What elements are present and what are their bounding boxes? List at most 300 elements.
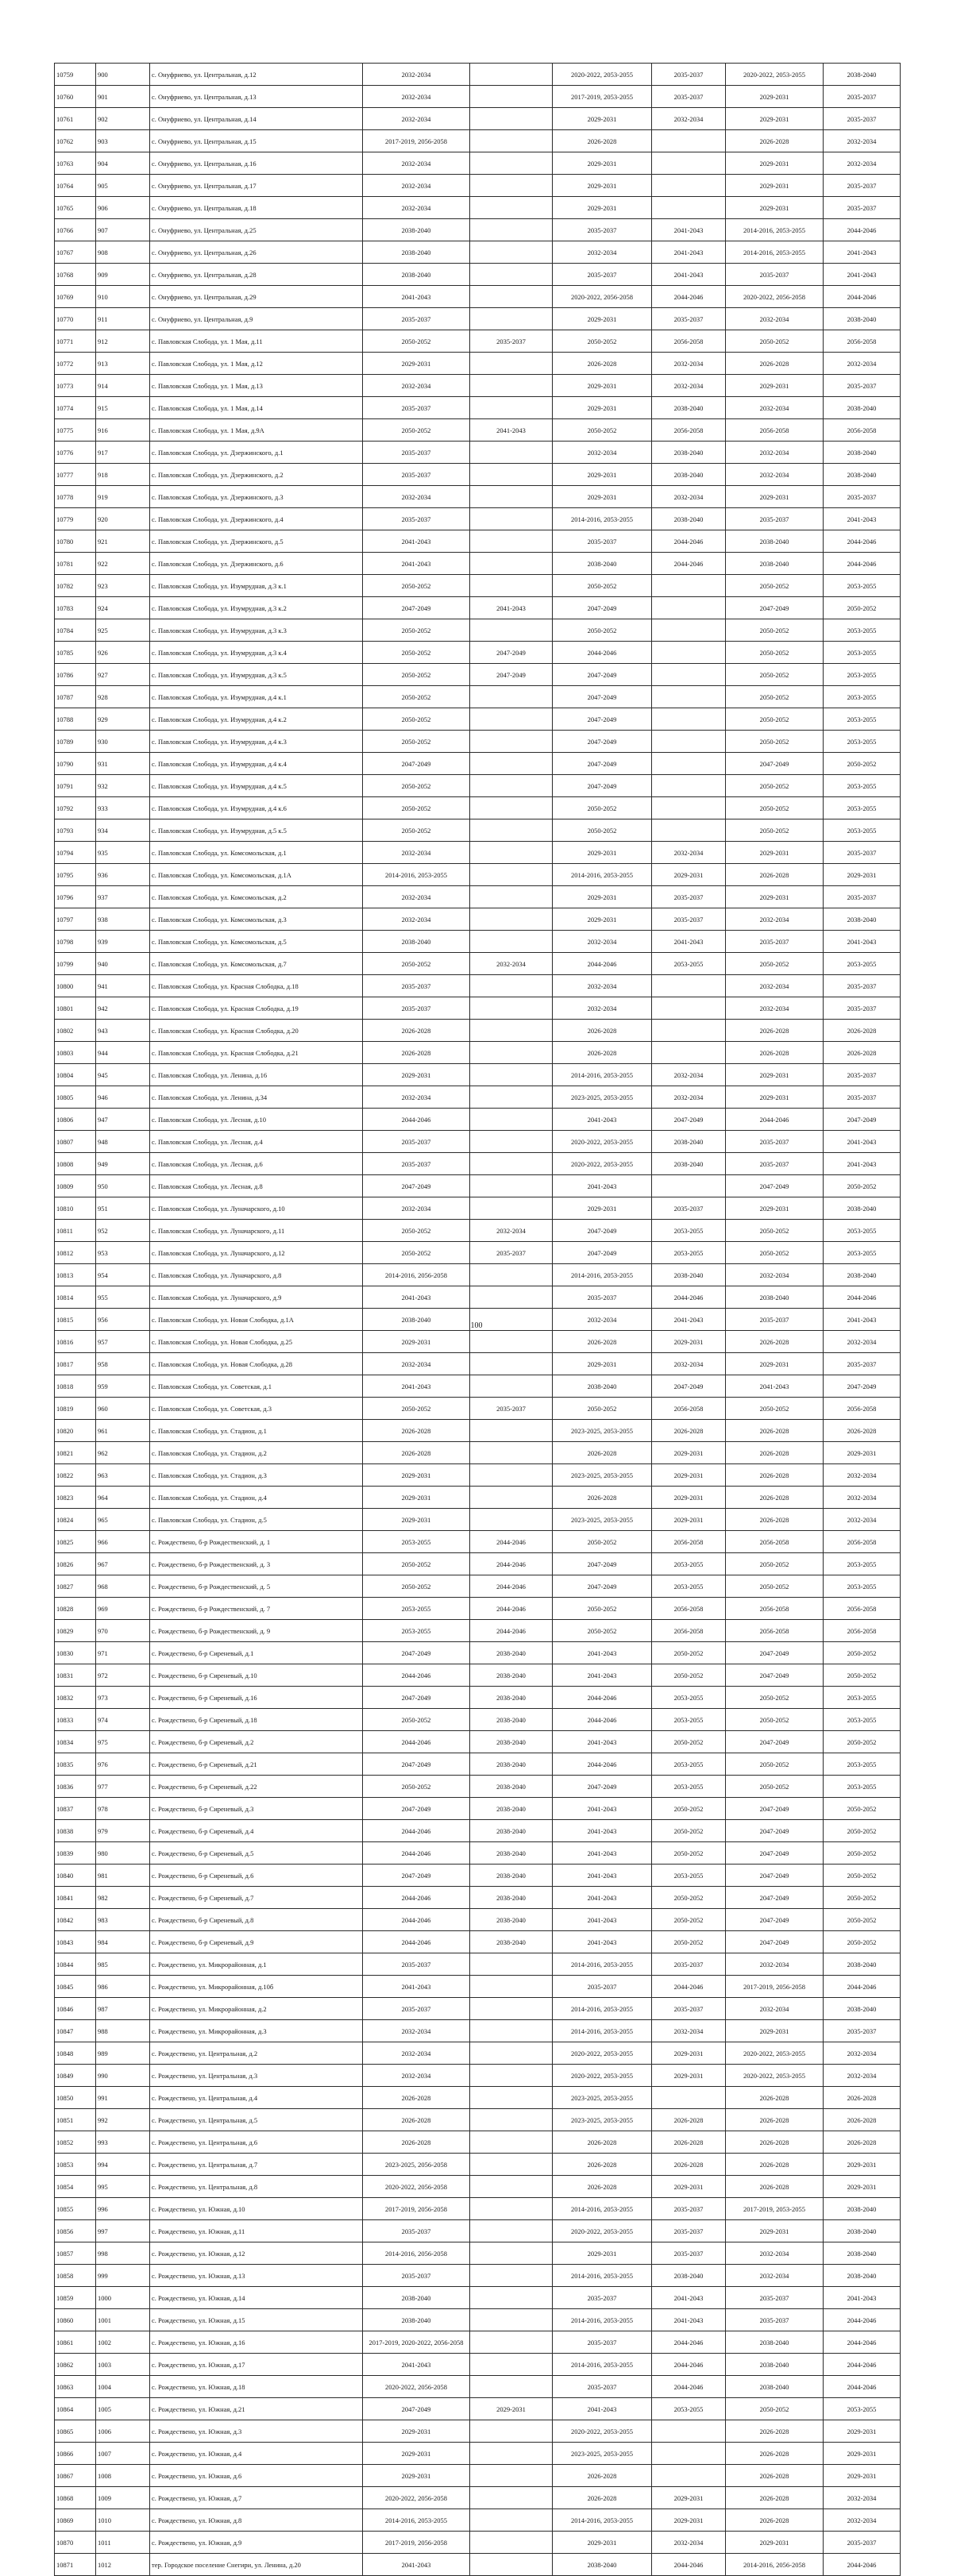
period-cell-6: 2053-2055 bbox=[824, 708, 901, 731]
period-cell-6: 2041-2043 bbox=[824, 264, 901, 286]
address-cell: с. Рождествено, б-р Сиреневый, д.22 bbox=[150, 1776, 363, 1798]
period-cell-1: 2050-2052 bbox=[363, 419, 470, 442]
table-row bbox=[55, 464, 901, 486]
address-cell: с. Рождествено, ул. Южная, д.9 bbox=[150, 2532, 363, 2554]
period-cell-6: 2053-2055 bbox=[824, 575, 901, 597]
row-number-cell: 907 bbox=[96, 219, 150, 241]
row-number-cell: 1007 bbox=[96, 2443, 150, 2465]
period-cell-1: 2032-2034 bbox=[363, 2065, 470, 2087]
period-cell-2: 2032-2034 bbox=[470, 953, 553, 975]
period-cell-4: 2026-2028 bbox=[652, 2109, 726, 2131]
period-cell-3: 2032-2034 bbox=[553, 931, 652, 953]
table-row bbox=[55, 197, 901, 219]
period-cell-6: 2053-2055 bbox=[824, 1220, 901, 1242]
period-cell-5: 2050-2052 bbox=[726, 575, 824, 597]
period-cell-5: 2020-2022, 2053-2055 bbox=[726, 64, 824, 86]
period-cell-5: 2020-2022, 2053-2055 bbox=[726, 2065, 824, 2087]
period-cell-4: 2056-2058 bbox=[652, 419, 726, 442]
table-row bbox=[55, 2465, 901, 2487]
table-row bbox=[55, 442, 901, 464]
period-cell-4 bbox=[652, 797, 726, 819]
period-cell-3: 2050-2052 bbox=[553, 575, 652, 597]
row-number-cell: 1004 bbox=[96, 2376, 150, 2398]
period-cell-5: 2020-2022, 2056-2058 bbox=[726, 286, 824, 308]
period-cell-6: 2053-2055 bbox=[824, 775, 901, 797]
period-cell-4: 2041-2043 bbox=[652, 2287, 726, 2309]
period-cell-3: 2035-2037 bbox=[553, 264, 652, 286]
row-number-cell: 1002 bbox=[96, 2331, 150, 2354]
period-cell-1: 2050-2052 bbox=[363, 330, 470, 353]
period-cell-1: 2026-2028 bbox=[363, 1420, 470, 1442]
address-cell: с. Павловская Слобода, ул. Луначарского, д.8 bbox=[150, 1264, 363, 1286]
period-cell-5: 2029-2031 bbox=[726, 197, 824, 219]
row-number-cell: 929 bbox=[96, 708, 150, 731]
period-cell-5: 2029-2031 bbox=[726, 375, 824, 397]
period-cell-3: 2014-2016, 2053-2055 bbox=[553, 2198, 652, 2220]
table-row bbox=[55, 1931, 901, 1953]
period-cell-6: 2053-2055 bbox=[824, 1575, 901, 1598]
address-cell: с. Павловская Слобода, ул. 1 Мая, д.14 bbox=[150, 397, 363, 419]
row-number-cell: 936 bbox=[96, 864, 150, 886]
row-number-cell: 983 bbox=[96, 1909, 150, 1931]
address-cell: с. Онуфриево, ул. Центральная, д.13 bbox=[150, 86, 363, 108]
period-cell-2: 2038-2040 bbox=[470, 1820, 553, 1842]
period-cell-5: 2026-2028 bbox=[726, 2487, 824, 2509]
period-cell-4: 2035-2037 bbox=[652, 1953, 726, 1976]
period-cell-6: 2041-2043 bbox=[824, 241, 901, 264]
row-number-cell: 961 bbox=[96, 1420, 150, 1442]
row-id-cell: 10804 bbox=[55, 1064, 96, 1086]
address-cell: с. Рождествено, б-р Сиреневый, д.21 bbox=[150, 1753, 363, 1776]
address-cell: с. Рождествено, б-р Рождественский, д. 7 bbox=[150, 1598, 363, 1620]
period-cell-4: 2038-2040 bbox=[652, 1264, 726, 1286]
period-cell-2 bbox=[470, 1086, 553, 1109]
period-cell-2 bbox=[470, 2242, 553, 2265]
row-id-cell: 10787 bbox=[55, 686, 96, 708]
period-cell-6: 2050-2052 bbox=[824, 753, 901, 775]
address-cell: с. Павловская Слобода, ул. Изумрудная, д.4 к.4 bbox=[150, 753, 363, 775]
row-id-cell: 10803 bbox=[55, 1042, 96, 1064]
address-cell: с. Онуфриево, ул. Центральная, д.28 bbox=[150, 264, 363, 286]
period-cell-3: 2047-2049 bbox=[553, 753, 652, 775]
period-cell-6: 2041-2043 bbox=[824, 1153, 901, 1175]
period-cell-6: 2053-2055 bbox=[824, 819, 901, 842]
period-cell-1: 2026-2028 bbox=[363, 2109, 470, 2131]
table-row bbox=[55, 1442, 901, 1464]
period-cell-3: 2047-2049 bbox=[553, 1220, 652, 1242]
row-id-cell: 10801 bbox=[55, 997, 96, 1020]
table-row bbox=[55, 1687, 901, 1709]
period-cell-2 bbox=[470, 197, 553, 219]
period-cell-3: 2041-2043 bbox=[553, 1820, 652, 1842]
table-row bbox=[55, 286, 901, 308]
period-cell-4 bbox=[652, 197, 726, 219]
address-cell: с. Павловская Слобода, ул. Дзержинского, д.5 bbox=[150, 530, 363, 553]
row-id-cell: 10837 bbox=[55, 1798, 96, 1820]
period-cell-3: 2017-2019, 2053-2055 bbox=[553, 86, 652, 108]
period-cell-5: 2026-2028 bbox=[726, 1442, 824, 1464]
period-cell-1: 2044-2046 bbox=[363, 1909, 470, 1931]
period-cell-5: 2047-2049 bbox=[726, 1909, 824, 1931]
period-cell-4: 2053-2055 bbox=[652, 953, 726, 975]
period-cell-2: 2032-2034 bbox=[470, 1220, 553, 1242]
address-cell: с. Павловская Слобода, ул. Изумрудная, д.4 к.2 bbox=[150, 708, 363, 731]
period-cell-3: 2035-2037 bbox=[553, 1976, 652, 1998]
period-cell-2 bbox=[470, 886, 553, 908]
address-cell: с. Рождествено, б-р Сиреневый, д.6 bbox=[150, 1865, 363, 1887]
period-cell-1: 2014-2016, 2056-2058 bbox=[363, 2242, 470, 2265]
period-cell-1: 2038-2040 bbox=[363, 2287, 470, 2309]
table-row bbox=[55, 864, 901, 886]
address-cell: с. Павловская Слобода, ул. Изумрудная, д.3 к.2 bbox=[150, 597, 363, 619]
period-cell-1: 2050-2052 bbox=[363, 708, 470, 731]
row-number-cell: 952 bbox=[96, 1220, 150, 1242]
period-cell-2 bbox=[470, 152, 553, 175]
period-cell-5: 2026-2028 bbox=[726, 2109, 824, 2131]
period-cell-6: 2035-2037 bbox=[824, 197, 901, 219]
period-cell-3: 2020-2022, 2056-2058 bbox=[553, 286, 652, 308]
table-row bbox=[55, 330, 901, 353]
row-id-cell: 10809 bbox=[55, 1175, 96, 1197]
period-cell-1: 2035-2037 bbox=[363, 2220, 470, 2242]
address-cell: с. Павловская Слобода, ул. 1 Мая, д.11 bbox=[150, 330, 363, 353]
period-cell-5: 2038-2040 bbox=[726, 530, 824, 553]
period-cell-3: 2047-2049 bbox=[553, 708, 652, 731]
table-row bbox=[55, 1998, 901, 2020]
period-cell-6: 2041-2043 bbox=[824, 1131, 901, 1153]
period-cell-3: 2038-2040 bbox=[553, 1375, 652, 1398]
table-row bbox=[55, 664, 901, 686]
row-number-cell: 909 bbox=[96, 264, 150, 286]
row-number-cell: 995 bbox=[96, 2176, 150, 2198]
period-cell-2 bbox=[470, 1976, 553, 1998]
period-cell-1: 2050-2052 bbox=[363, 1709, 470, 1731]
period-cell-2 bbox=[470, 486, 553, 508]
period-cell-1: 2032-2034 bbox=[363, 152, 470, 175]
table-row bbox=[55, 975, 901, 997]
period-cell-3: 2038-2040 bbox=[553, 2554, 652, 2576]
row-id-cell: 10767 bbox=[55, 241, 96, 264]
period-cell-6: 2053-2055 bbox=[824, 1709, 901, 1731]
period-cell-1: 2014-2016, 2056-2058 bbox=[363, 1264, 470, 1286]
period-cell-3: 2014-2016, 2053-2055 bbox=[553, 1953, 652, 1976]
period-cell-1: 2038-2040 bbox=[363, 264, 470, 286]
period-cell-2 bbox=[470, 130, 553, 152]
period-cell-5: 2032-2034 bbox=[726, 1998, 824, 2020]
row-number-cell: 972 bbox=[96, 1664, 150, 1687]
address-cell: с. Рождествено, б-р Рождественский, д. 5 bbox=[150, 1575, 363, 1598]
period-cell-3: 2029-2031 bbox=[553, 108, 652, 130]
row-number-cell: 938 bbox=[96, 908, 150, 931]
period-cell-5: 2044-2046 bbox=[726, 1109, 824, 1131]
period-cell-2: 2038-2040 bbox=[470, 1753, 553, 1776]
period-cell-3: 2023-2025, 2053-2055 bbox=[553, 2087, 652, 2109]
period-cell-3: 2044-2046 bbox=[553, 1709, 652, 1731]
period-cell-5: 2035-2037 bbox=[726, 264, 824, 286]
table-row bbox=[55, 1953, 901, 1976]
row-id-cell: 10760 bbox=[55, 86, 96, 108]
address-cell: с. Онуфриево, ул. Центральная, д.12 bbox=[150, 64, 363, 86]
row-id-cell: 10829 bbox=[55, 1620, 96, 1642]
period-cell-6: 2050-2052 bbox=[824, 1175, 901, 1197]
period-cell-2 bbox=[470, 175, 553, 197]
row-number-cell: 920 bbox=[96, 508, 150, 530]
row-id-cell: 10808 bbox=[55, 1153, 96, 1175]
row-id-cell: 10866 bbox=[55, 2443, 96, 2465]
row-number-cell: 901 bbox=[96, 86, 150, 108]
period-cell-1: 2044-2046 bbox=[363, 1109, 470, 1131]
period-cell-3: 2026-2028 bbox=[553, 1042, 652, 1064]
period-cell-2: 2038-2040 bbox=[470, 1931, 553, 1953]
table-row bbox=[55, 842, 901, 864]
period-cell-1: 2032-2034 bbox=[363, 197, 470, 219]
address-cell: с. Рождествено, б-р Рождественский, д. 3 bbox=[150, 1553, 363, 1575]
period-cell-3: 2026-2028 bbox=[553, 1020, 652, 1042]
row-number-cell: 921 bbox=[96, 530, 150, 553]
period-cell-5: 2050-2052 bbox=[726, 708, 824, 731]
row-number-cell: 991 bbox=[96, 2087, 150, 2109]
period-cell-2 bbox=[470, 864, 553, 886]
address-cell: с. Рождествено, б-р Рождественский, д. 1 bbox=[150, 1531, 363, 1553]
period-cell-1: 2029-2031 bbox=[363, 1487, 470, 1509]
address-cell: с. Рождествено, б-р Рождественский, д. 9 bbox=[150, 1620, 363, 1642]
period-cell-5: 2026-2028 bbox=[726, 2509, 824, 2532]
period-cell-3: 2035-2037 bbox=[553, 2376, 652, 2398]
period-cell-5: 2029-2031 bbox=[726, 486, 824, 508]
period-cell-2 bbox=[470, 708, 553, 731]
row-id-cell: 10796 bbox=[55, 886, 96, 908]
row-id-cell: 10822 bbox=[55, 1464, 96, 1487]
period-cell-4: 2029-2031 bbox=[652, 2065, 726, 2087]
period-cell-5: 2032-2034 bbox=[726, 997, 824, 1020]
period-cell-2: 2044-2046 bbox=[470, 1620, 553, 1642]
row-id-cell: 10813 bbox=[55, 1264, 96, 1286]
period-cell-4: 2029-2031 bbox=[652, 1464, 726, 1487]
period-cell-3: 2029-2031 bbox=[553, 308, 652, 330]
period-cell-4: 2032-2034 bbox=[652, 2532, 726, 2554]
period-cell-1: 2044-2046 bbox=[363, 1664, 470, 1687]
row-number-cell: 948 bbox=[96, 1131, 150, 1153]
period-cell-1: 2032-2034 bbox=[363, 908, 470, 931]
address-cell: с. Павловская Слобода, ул. Комсомольская, д.1 bbox=[150, 842, 363, 864]
row-id-cell: 10846 bbox=[55, 1998, 96, 2020]
table-row bbox=[55, 1042, 901, 1064]
period-cell-2 bbox=[470, 2309, 553, 2331]
period-cell-5: 2026-2028 bbox=[726, 1509, 824, 1531]
period-cell-1: 2050-2052 bbox=[363, 797, 470, 819]
row-id-cell: 10805 bbox=[55, 1086, 96, 1109]
address-cell: с. Павловская Слобода, ул. Ленина, д.34 bbox=[150, 1086, 363, 1109]
period-cell-6: 2026-2028 bbox=[824, 2087, 901, 2109]
period-cell-3: 2047-2049 bbox=[553, 1776, 652, 1798]
period-cell-1: 2050-2052 bbox=[363, 1220, 470, 1242]
period-cell-5: 2032-2034 bbox=[726, 442, 824, 464]
period-cell-1: 2050-2052 bbox=[363, 1776, 470, 1798]
table-row bbox=[55, 241, 901, 264]
period-cell-4: 2050-2052 bbox=[652, 1664, 726, 1687]
address-cell: с. Рождествено, ул. Центральная, д.4 bbox=[150, 2087, 363, 2109]
period-cell-2 bbox=[470, 1998, 553, 2020]
period-cell-3: 2050-2052 bbox=[553, 419, 652, 442]
table-row bbox=[55, 1731, 901, 1753]
row-id-cell: 10781 bbox=[55, 553, 96, 575]
table-row bbox=[55, 264, 901, 286]
period-cell-3: 2047-2049 bbox=[553, 597, 652, 619]
period-cell-6: 2029-2031 bbox=[824, 2465, 901, 2487]
table-row bbox=[55, 2509, 901, 2532]
table-row bbox=[55, 1398, 901, 1420]
period-cell-1: 2047-2049 bbox=[363, 2398, 470, 2420]
row-number-cell: 944 bbox=[96, 1042, 150, 1064]
address-cell: с. Павловская Слобода, ул. Дзержинского, д.6 bbox=[150, 553, 363, 575]
row-number-cell: 941 bbox=[96, 975, 150, 997]
period-cell-1: 2032-2034 bbox=[363, 1353, 470, 1375]
address-cell: с. Павловская Слобода, ул. Луначарского, д.9 bbox=[150, 1286, 363, 1309]
address-cell: с. Павловская Слобода, ул. Дзержинского, д.3 bbox=[150, 486, 363, 508]
row-number-cell: 937 bbox=[96, 886, 150, 908]
period-cell-6: 2044-2046 bbox=[824, 219, 901, 241]
row-id-cell: 10855 bbox=[55, 2198, 96, 2220]
table-row bbox=[55, 1709, 901, 1731]
period-cell-4: 2053-2055 bbox=[652, 1865, 726, 1887]
row-number-cell: 982 bbox=[96, 1887, 150, 1909]
period-cell-6: 2053-2055 bbox=[824, 1553, 901, 1575]
table-body bbox=[55, 64, 901, 2576]
schedule-table bbox=[54, 63, 901, 2576]
period-cell-1: 2035-2037 bbox=[363, 397, 470, 419]
period-cell-6: 2038-2040 bbox=[824, 1953, 901, 1976]
row-id-cell: 10863 bbox=[55, 2376, 96, 2398]
address-cell: с. Рождествено, ул. Южная, д.16 bbox=[150, 2331, 363, 2354]
period-cell-3: 2050-2052 bbox=[553, 819, 652, 842]
address-cell: с. Рождествено, ул. Южная, д.10 bbox=[150, 2198, 363, 2220]
table-row bbox=[55, 1509, 901, 1531]
table-row bbox=[55, 1976, 901, 1998]
period-cell-5: 2050-2052 bbox=[726, 797, 824, 819]
row-number-cell: 997 bbox=[96, 2220, 150, 2242]
row-id-cell: 10828 bbox=[55, 1598, 96, 1620]
table-row bbox=[55, 642, 901, 664]
row-id-cell: 10827 bbox=[55, 1575, 96, 1598]
row-number-cell: 943 bbox=[96, 1020, 150, 1042]
address-cell: с. Онуфриево, ул. Центральная, д.17 bbox=[150, 175, 363, 197]
table-row bbox=[55, 1753, 901, 1776]
period-cell-6: 2032-2034 bbox=[824, 1464, 901, 1487]
row-id-cell: 10798 bbox=[55, 931, 96, 953]
table-row bbox=[55, 931, 901, 953]
period-cell-2 bbox=[470, 64, 553, 86]
period-cell-3: 2020-2022, 2053-2055 bbox=[553, 2065, 652, 2087]
row-id-cell: 10774 bbox=[55, 397, 96, 419]
period-cell-3: 2020-2022, 2053-2055 bbox=[553, 1153, 652, 1175]
address-cell: с. Рождествено, ул. Южная, д.15 bbox=[150, 2309, 363, 2331]
address-cell: с. Рождествено, ул. Южная, д.12 bbox=[150, 2242, 363, 2265]
period-cell-1: 2032-2034 bbox=[363, 86, 470, 108]
period-cell-6: 2035-2037 bbox=[824, 2020, 901, 2042]
table-row bbox=[55, 2354, 901, 2376]
period-cell-5: 2047-2049 bbox=[726, 1887, 824, 1909]
address-cell: с. Рождествено, ул. Южная, д.6 bbox=[150, 2465, 363, 2487]
period-cell-4: 2032-2034 bbox=[652, 2020, 726, 2042]
period-cell-2: 2044-2046 bbox=[470, 1553, 553, 1575]
period-cell-3: 2035-2037 bbox=[553, 530, 652, 553]
period-cell-5: 2050-2052 bbox=[726, 1709, 824, 1731]
row-id-cell: 10779 bbox=[55, 508, 96, 530]
period-cell-3: 2047-2049 bbox=[553, 1553, 652, 1575]
period-cell-5: 2029-2031 bbox=[726, 175, 824, 197]
row-id-cell: 10790 bbox=[55, 753, 96, 775]
period-cell-5: 2056-2058 bbox=[726, 1598, 824, 1620]
period-cell-5: 2050-2052 bbox=[726, 1220, 824, 1242]
period-cell-1: 2014-2016, 2053-2055 bbox=[363, 2509, 470, 2532]
table-row bbox=[55, 86, 901, 108]
row-number-cell: 958 bbox=[96, 1353, 150, 1375]
period-cell-5: 2047-2049 bbox=[726, 1931, 824, 1953]
address-cell: с. Рождествено, ул. Южная, д.8 bbox=[150, 2509, 363, 2532]
period-cell-4: 2053-2055 bbox=[652, 1687, 726, 1709]
table-row bbox=[55, 175, 901, 197]
period-cell-1: 2041-2043 bbox=[363, 286, 470, 308]
row-number-cell: 1010 bbox=[96, 2509, 150, 2532]
period-cell-3: 2026-2028 bbox=[553, 2487, 652, 2509]
period-cell-2 bbox=[470, 108, 553, 130]
period-cell-2 bbox=[470, 997, 553, 1020]
row-number-cell: 953 bbox=[96, 1242, 150, 1264]
period-cell-1: 2032-2034 bbox=[363, 375, 470, 397]
period-cell-6: 2032-2034 bbox=[824, 130, 901, 152]
period-cell-5: 2029-2031 bbox=[726, 886, 824, 908]
period-cell-2: 2038-2040 bbox=[470, 1776, 553, 1798]
row-number-cell: 923 bbox=[96, 575, 150, 597]
period-cell-1: 2029-2031 bbox=[363, 2443, 470, 2465]
address-cell: с. Павловская Слобода, ул. Красная Слободка, д.20 bbox=[150, 1020, 363, 1042]
row-number-cell: 922 bbox=[96, 553, 150, 575]
period-cell-3: 2047-2049 bbox=[553, 686, 652, 708]
period-cell-2: 2038-2040 bbox=[470, 1909, 553, 1931]
period-cell-6: 2053-2055 bbox=[824, 1753, 901, 1776]
period-cell-4: 2053-2055 bbox=[652, 1776, 726, 1798]
row-id-cell: 10789 bbox=[55, 731, 96, 753]
period-cell-3: 2041-2043 bbox=[553, 1798, 652, 1820]
period-cell-4: 2032-2034 bbox=[652, 353, 726, 375]
period-cell-4 bbox=[652, 2443, 726, 2465]
address-cell: с. Павловская Слобода, ул. Стадион, д.3 bbox=[150, 1464, 363, 1487]
row-id-cell: 10868 bbox=[55, 2487, 96, 2509]
table-row bbox=[55, 2420, 901, 2443]
period-cell-4: 2050-2052 bbox=[652, 1842, 726, 1865]
period-cell-3: 2041-2043 bbox=[553, 1865, 652, 1887]
period-cell-6: 2038-2040 bbox=[824, 308, 901, 330]
address-cell: с. Павловская Слобода, ул. Стадион, д.2 bbox=[150, 1442, 363, 1464]
period-cell-3: 2032-2034 bbox=[553, 975, 652, 997]
period-cell-5: 2029-2031 bbox=[726, 1353, 824, 1375]
address-cell: с. Рождествено, б-р Сиреневый, д.2 bbox=[150, 1731, 363, 1753]
row-id-cell: 10834 bbox=[55, 1731, 96, 1753]
period-cell-3: 2035-2037 bbox=[553, 2331, 652, 2354]
period-cell-2 bbox=[470, 797, 553, 819]
table-row bbox=[55, 508, 901, 530]
address-cell: с. Павловская Слобода, ул. Комсомольская, д.2 bbox=[150, 886, 363, 908]
period-cell-3: 2014-2016, 2053-2055 bbox=[553, 2309, 652, 2331]
period-cell-2 bbox=[470, 241, 553, 264]
period-cell-1: 2017-2019, 2056-2058 bbox=[363, 130, 470, 152]
period-cell-5: 2014-2016, 2053-2055 bbox=[726, 219, 824, 241]
period-cell-1: 2041-2043 bbox=[363, 1286, 470, 1309]
period-cell-6: 2053-2055 bbox=[824, 642, 901, 664]
table-row bbox=[55, 753, 901, 775]
row-number-cell: 932 bbox=[96, 775, 150, 797]
row-id-cell: 10807 bbox=[55, 1131, 96, 1153]
